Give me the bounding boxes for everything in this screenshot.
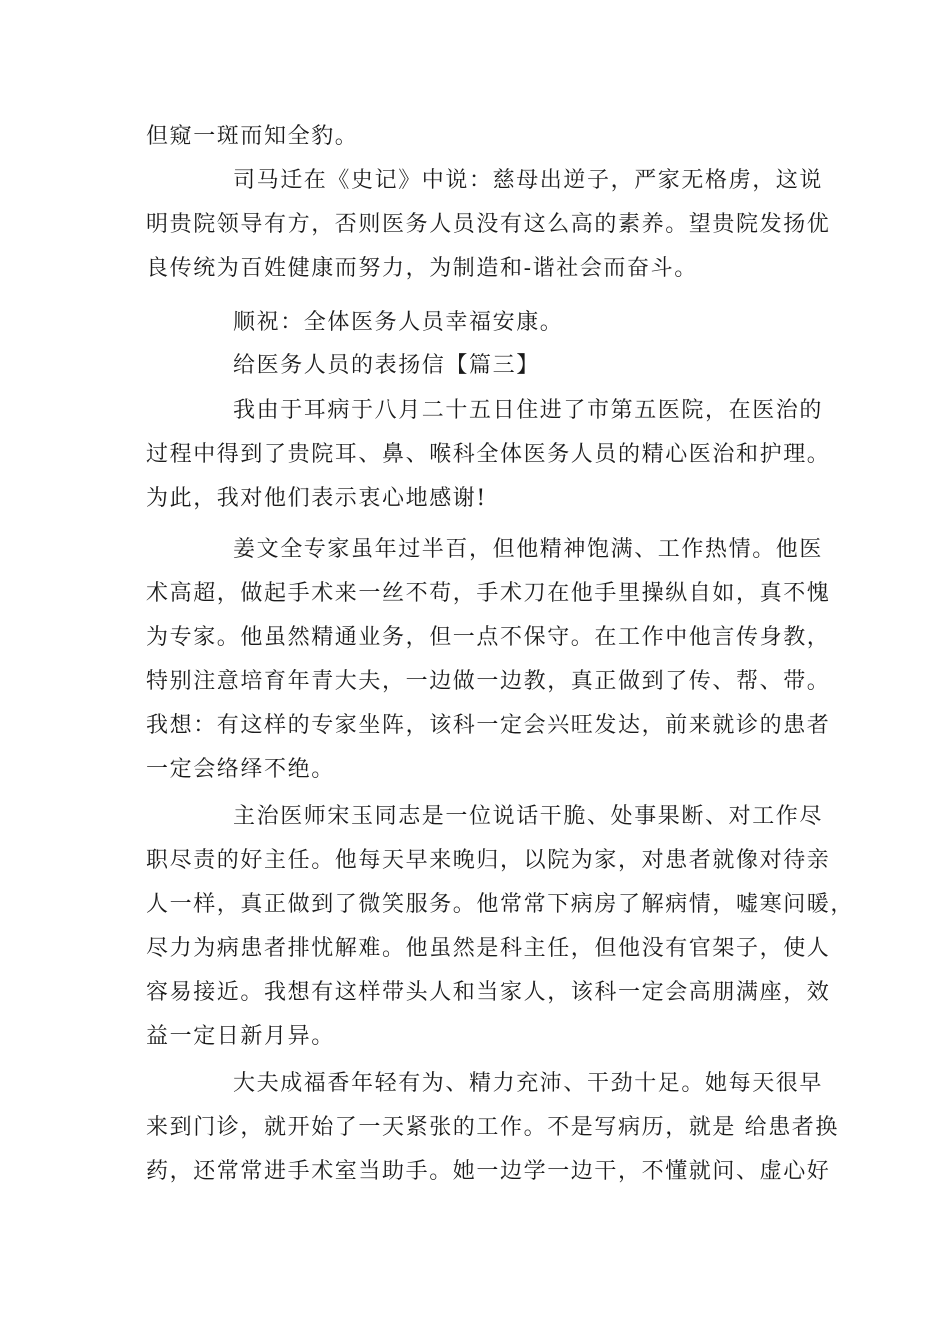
text-line: 来到门诊，就开始了一天紧张的工作。不是写病历，就是 给患者换 bbox=[146, 1115, 839, 1140]
text-line: 姜文全专家虽年过半百，但他精神饱满、工作热情。他医 bbox=[233, 537, 824, 562]
text-line: 尽力为病患者排忧解难。他虽然是科主任，但他没有官架子，使人 bbox=[146, 936, 831, 961]
text-line: 良传统为百姓健康而努力，为制造和-谐社会而奋斗。 bbox=[146, 256, 698, 281]
text-line: 过程中得到了贵院耳、鼻、喉科全体医务人员的精心医治和护理。 bbox=[146, 442, 831, 467]
text-line: 容易接近。我想有这样带头人和当家人，该科一定会高朋满座，效 bbox=[146, 980, 831, 1005]
text-line: 职尽责的好主任。他每天早来晚归，以院为家，对患者就像对待亲 bbox=[146, 848, 831, 873]
text-line: 特别注意培育年青大夫，一边做一边教，真正做到了传、帮、带。 bbox=[146, 669, 831, 694]
text-line: 一定会络绎不绝。 bbox=[146, 757, 335, 782]
text-line: 我想：有这样的专家坐阵，该科一定会兴旺发达，前来就诊的患者 bbox=[146, 713, 831, 738]
section-heading: 给医务人员的表扬信【篇三】 bbox=[233, 353, 540, 378]
text-line: 人一样，真正做到了微笑服务。他常常下病房了解病情，嘘寒问暖， bbox=[146, 892, 855, 917]
text-line: 主治医师宋玉同志是一位说话干脆、处事果断、对工作尽 bbox=[233, 804, 824, 829]
text-line: 术高超，做起手术来一丝不苟，手术刀在他手里操纵自如，真不愧 bbox=[146, 581, 831, 606]
text-line: 为专家。他虽然精通业务，但一点不保守。在工作中他言传身教， bbox=[146, 625, 831, 650]
text-line: 顺祝：全体医务人员幸福安康。 bbox=[233, 310, 564, 335]
text-line: 药，还常常进手术室当助手。她一边学一边干，不懂就问、虚心好 bbox=[146, 1159, 831, 1184]
text-line: 明贵院领导有方，否则医务人员没有这么高的素养。望贵院发扬优 bbox=[146, 212, 831, 237]
text-line: 但窥一斑而知全豹。 bbox=[146, 124, 359, 149]
text-line: 我由于耳病于八月二十五日住进了市第五医院，在医治的 bbox=[233, 398, 824, 423]
text-line: 司马迁在《史记》中说：慈母出逆子，严家无格虏，这说 bbox=[233, 168, 824, 193]
text-line: 大夫成福香年轻有为、精力充沛、干劲十足。她每天很早 bbox=[233, 1071, 824, 1096]
text-line: 为此，我对他们表示衷心地感谢! bbox=[146, 486, 487, 511]
text-line: 益一定日新月异。 bbox=[146, 1024, 335, 1049]
